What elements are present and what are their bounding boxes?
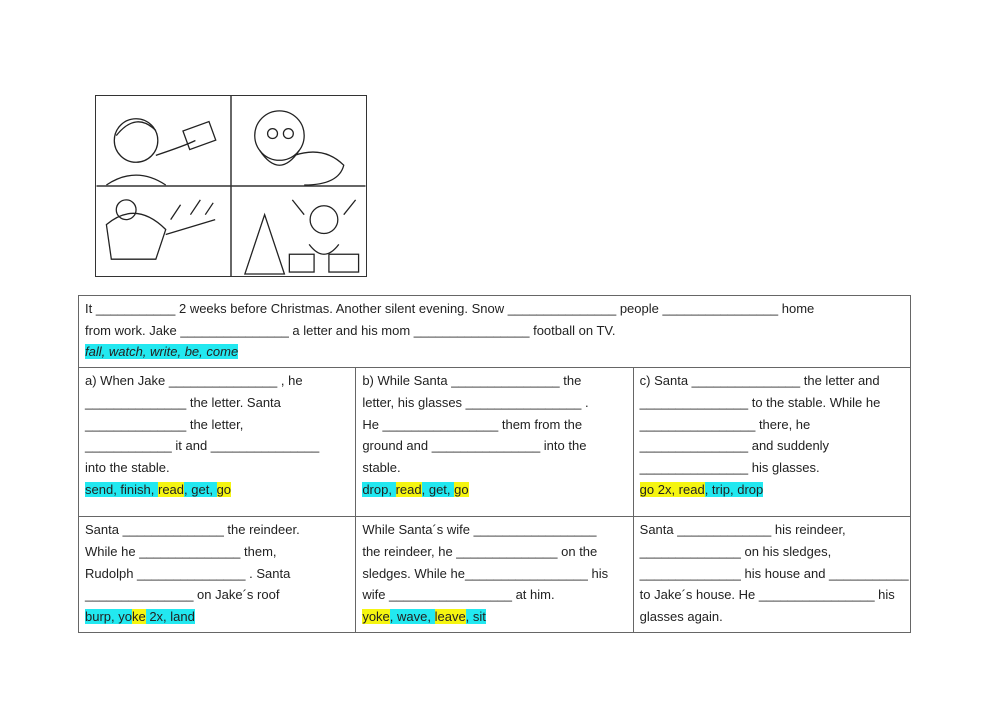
sentence-line: Rudolph _______________ . Santa [85,565,291,581]
word-bank-segment: read [395,481,422,497]
sentence-line: b) While Santa _______________ the [362,373,582,389]
exercise-cell-c [633,368,910,517]
sentence-line: c) Santa _______________ the letter and [639,373,880,389]
word-bank-segment: leave [434,608,466,624]
word-bank-segment: , trip, drop [704,481,764,497]
word-bank-segment: go [216,481,232,497]
sentence-line: to Jake´s house. He ________________ his [639,587,895,603]
sentence-line: stable. [362,459,401,475]
word-bank-segment: burp, yo [85,608,132,624]
sentence-line: It ___________ 2 weeks before Christmas. Another silent evening. Snow _______________ people ________________ home [85,301,815,316]
sentence-line: wife _________________ at him. [362,587,555,603]
sentence-line: a) When Jake _______________ , he [85,373,303,389]
sentence-line: _______________ his glasses. [639,459,820,475]
sentence-line: letter, his glasses ________________ . [362,394,589,410]
four-panel-picture [96,96,366,276]
exercise-table [78,295,911,633]
word-bank [85,479,349,501]
sentence-line: ______________ his house and ___________ [639,565,909,581]
exercise-cell-e [356,517,633,633]
word-bank-segment: go [454,481,469,497]
exercise-cell-f [633,517,910,633]
sentence-line: ____________ it and _______________ [85,438,320,454]
sentence-line: ________________ there, he [639,416,811,432]
sentence-line: ______________ the letter, [85,416,244,432]
word-bank-segment: drop, [362,481,396,497]
sentence-line: ______________ the letter. Santa [85,394,281,410]
sentence-line: Santa ______________ the reindeer. [85,522,300,538]
intro-paragraph-cell [79,296,911,368]
sentence-line: _______________ and suddenly [639,438,830,454]
word-bank-segment: , wave, [389,608,435,624]
word-bank [640,479,904,501]
sentence-line: _______________ on Jake´s roof [85,587,280,603]
word-bank-segment: , get, [421,481,455,497]
sentence-line: He ________________ them from the [362,416,583,432]
sentence-line: into the stable. [85,459,170,475]
exercise-cell-a [79,368,356,517]
exercise-cell-b [356,368,633,517]
word-bank-segment: , get, [184,481,217,497]
word-bank [85,341,904,363]
sentence-line: ______________ on his sledges, [639,543,832,559]
sentence-line: the reindeer, he ______________ on the [362,543,598,559]
sentence-line: Santa _____________ his reindeer, [639,522,846,538]
sentence-line: ground and _______________ into the [362,438,587,454]
christmas-illustration [95,95,367,277]
word-bank-segment: send, finish, [85,481,158,497]
word-bank-segment: , sit [465,608,486,624]
word-bank-segment: read [158,481,185,497]
sentence-line: from work. Jake _______________ a letter and his mom ________________ football on TV. [85,322,616,338]
word-bank-segment: 2x, land [145,608,195,624]
exercise-cell-d [79,517,356,633]
word-bank-segment: ke [131,608,146,624]
sentence-line: _______________ to the stable. While he [639,394,881,410]
sentence-line: While he ______________ them, [85,543,277,559]
sentence-line: While Santa´s wife _________________ [362,522,597,538]
word-bank [362,479,626,501]
word-bank-segment: fall, watch, write, be, come [85,344,239,360]
sentence-line: sledges. While he_________________ his [362,565,609,581]
sentence-line: glasses again. [639,608,723,624]
word-bank [85,606,349,628]
word-bank-segment: yoke [362,608,390,624]
word-bank [362,606,626,628]
word-bank-segment: go 2x, read [639,481,705,497]
